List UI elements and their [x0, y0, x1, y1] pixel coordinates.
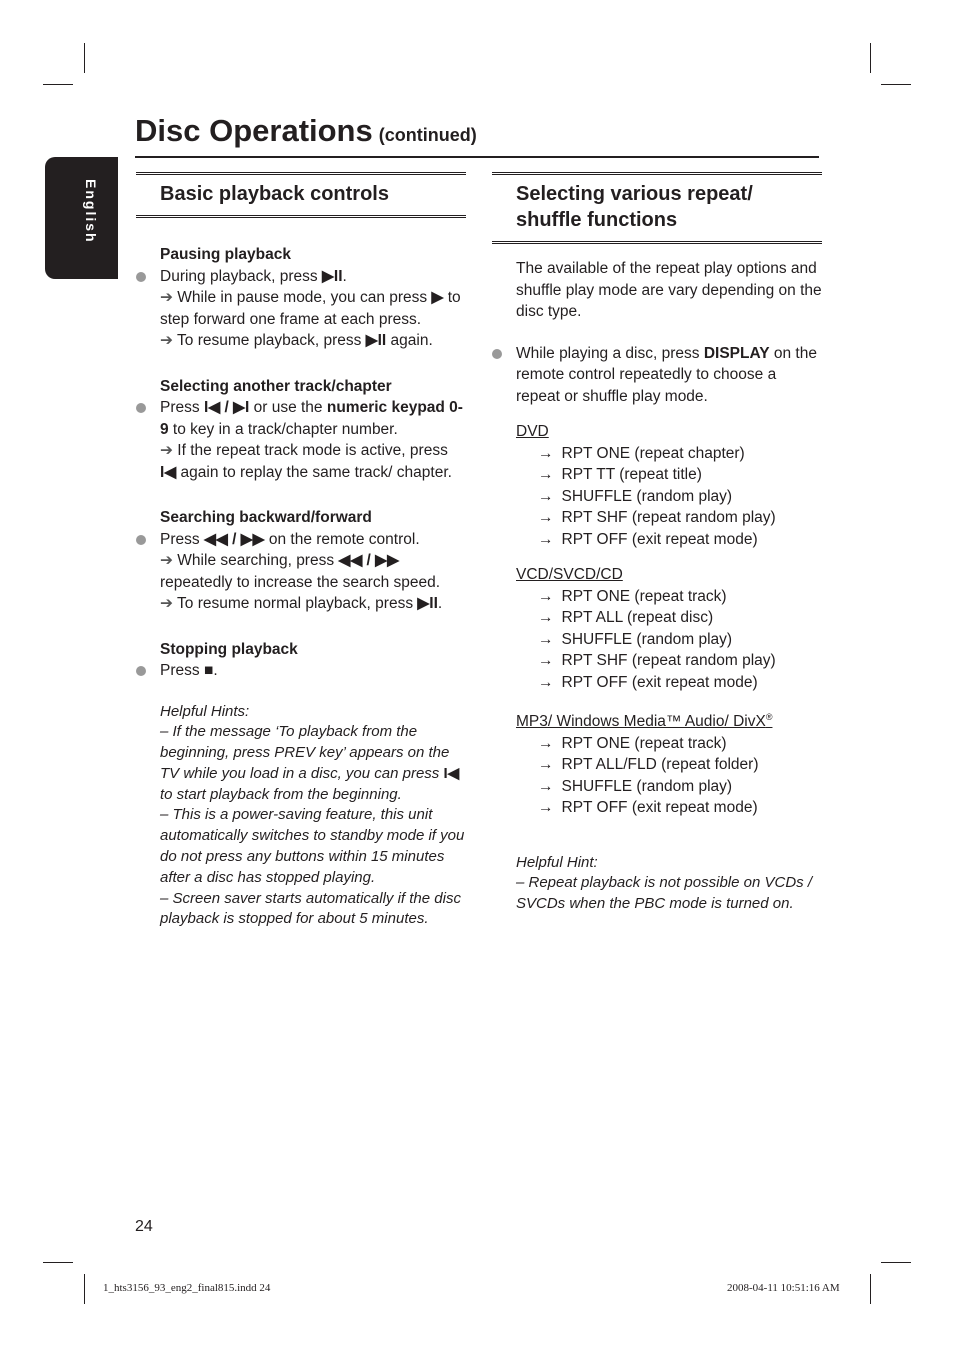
option-item	[492, 650, 822, 672]
text	[516, 713, 772, 730]
text: to start playback from the beginning.	[160, 785, 402, 803]
hint-item	[160, 722, 466, 805]
subheading-pausing: Pausing playback	[160, 246, 291, 263]
arrow-icon: ➔	[160, 332, 173, 349]
hint-item: – Screen saver starts automatically if the disc playback is stopped for about 5 minutes.	[160, 889, 461, 928]
text: again.	[386, 332, 433, 349]
option-text: SHUFFLE (random play)	[561, 630, 733, 648]
list-item	[136, 550, 466, 593]
option-item	[492, 797, 822, 819]
text: To resume normal playback, press	[173, 595, 418, 612]
prev-icon: I◀	[160, 463, 177, 481]
text: to key in a track/chapter number.	[168, 420, 398, 438]
arrow-icon: →	[538, 652, 554, 669]
text: .	[437, 595, 443, 612]
option-text: RPT SHF (repeat random play)	[561, 652, 776, 669]
text: DVD	[516, 423, 549, 440]
arrow-icon: →	[538, 587, 554, 605]
list-item	[136, 529, 466, 551]
subheading-searching: Searching backward/forward	[160, 509, 372, 526]
bullet-icon	[136, 535, 146, 545]
text: MP3/ Windows Media™ Audio/ DivX	[516, 713, 766, 731]
option-text: SHUFFLE (random play)	[561, 777, 733, 795]
option-text: RPT ONE (repeat chapter)	[561, 444, 745, 462]
text: While playing a disc, press	[516, 344, 704, 362]
subheading-stopping: Stopping playback	[160, 640, 298, 658]
text: or use the	[249, 399, 327, 416]
bullet-icon	[136, 272, 146, 282]
play-pause-icon: ▶II	[321, 267, 343, 285]
intro-paragraph: The available of the repeat play options and shuffle play mode are vary depending on the disc type.	[516, 260, 822, 320]
language-tab	[45, 157, 118, 279]
left-column	[136, 172, 466, 930]
option-text: RPT ALL/FLD (repeat folder)	[561, 756, 759, 774]
text: If the repeat track mode is active, press	[173, 442, 448, 459]
dvd-label	[492, 421, 822, 443]
crop-mark	[870, 43, 871, 73]
text: .	[342, 267, 347, 285]
vcd-label	[492, 564, 822, 586]
text: to step forward one frame at each press.	[160, 289, 461, 328]
text: While searching, press	[173, 552, 339, 569]
hint-item: – This is a power-saving feature, this unit automatically switches to standby mode if you do not press any buttons within 15 minutes after a disc has stopped playing.	[160, 806, 465, 886]
text: VCD/SVCD/CD	[516, 566, 623, 583]
crop-mark	[881, 84, 911, 85]
prev-icon: I◀	[443, 764, 460, 782]
page-title-suffix: (continued)	[378, 125, 477, 145]
language-tab-label: English	[83, 179, 99, 244]
crop-mark	[84, 1274, 85, 1304]
crop-mark	[870, 1274, 871, 1304]
option-item	[492, 507, 822, 529]
text: While in pause mode, you can press	[173, 289, 432, 306]
page-title-text: Disc Operations	[135, 113, 373, 148]
list-item	[492, 343, 822, 408]
text: During playback, press	[160, 267, 322, 285]
page-title	[135, 113, 477, 149]
option-item	[492, 733, 822, 755]
page-number: 24	[135, 1218, 153, 1235]
list-item	[136, 397, 466, 440]
crop-mark	[43, 1262, 73, 1263]
list-item	[136, 330, 466, 352]
arrow-icon: →	[538, 530, 554, 548]
arrow-icon: →	[538, 673, 554, 691]
option-item	[492, 672, 822, 694]
option-text: RPT ONE (repeat track)	[561, 734, 727, 752]
bullet-icon	[492, 349, 502, 359]
hints-title: Helpful Hints:	[160, 702, 250, 720]
text: – If the message ‘To playback from the beginning, press PREV key’ appears on the TV while you load in a disc, you can press	[160, 723, 450, 782]
list-item	[136, 593, 466, 615]
option-item	[492, 776, 822, 798]
stop-icon: ■	[203, 662, 214, 679]
option-text: RPT ALL (repeat disc)	[561, 609, 714, 626]
arrow-icon: →	[538, 466, 554, 483]
crop-mark	[84, 43, 85, 73]
arrow-icon: →	[538, 799, 554, 817]
option-item	[492, 529, 822, 551]
helpful-hints	[136, 702, 466, 931]
arrow-icon: ➔	[160, 595, 173, 612]
hint-title: Helpful Hint:	[516, 853, 598, 871]
arrow-icon: ➔	[160, 442, 173, 459]
bullet-icon	[136, 403, 146, 413]
text: on the remote control repeatedly to choose a repeat or shuffle play mode.	[516, 344, 817, 405]
arrow-icon: →	[538, 444, 554, 462]
prev-next-icon: I◀ / ▶I	[203, 399, 250, 416]
text: again to replay the same track/ chapter.	[176, 463, 452, 481]
footer-file: 1_hts3156_93_eng2_final815.indd 24	[103, 1282, 271, 1294]
rewind-forward-icon: ◀◀ / ▶▶	[203, 530, 265, 548]
option-item	[492, 754, 822, 776]
right-column	[492, 172, 822, 915]
helpful-hint	[492, 853, 822, 915]
section-heading: Basic playback controls	[136, 172, 466, 218]
option-item	[492, 486, 822, 508]
play-icon: ▶	[431, 289, 444, 306]
rewind-forward-icon: ◀◀ / ▶▶	[338, 552, 400, 569]
text: Press	[160, 530, 204, 548]
option-text: RPT SHF (repeat random play)	[561, 509, 776, 526]
text: on the remote control.	[264, 530, 420, 548]
arrow-icon: →	[538, 609, 554, 626]
arrow-icon: →	[538, 630, 554, 648]
text: Press	[160, 399, 204, 416]
list-item	[136, 266, 466, 288]
arrow-icon: →	[538, 756, 554, 774]
option-text: RPT ONE (repeat track)	[561, 587, 727, 605]
hint-item: – Repeat playback is not possible on VCDs / SVCDs when the PBC mode is turned on.	[516, 874, 812, 913]
dvd-options	[492, 443, 822, 551]
vcd-options	[492, 586, 822, 694]
list-item	[136, 440, 466, 483]
title-rule	[135, 156, 819, 158]
crop-mark	[43, 84, 73, 85]
option-text: RPT TT (repeat title)	[561, 466, 702, 483]
option-text: SHUFFLE (random play)	[561, 487, 733, 505]
arrow-icon: ➔	[160, 552, 173, 569]
option-item	[492, 607, 822, 629]
mp3-options	[492, 733, 822, 819]
list-item	[136, 287, 466, 330]
text: Press	[160, 662, 204, 679]
arrow-icon: ➔	[160, 289, 173, 306]
play-pause-icon: ▶II	[417, 595, 438, 612]
section-heading: Selecting various repeat/ shuffle functions	[492, 172, 822, 244]
mp3-label	[492, 707, 822, 733]
bold-text: DISPLAY	[703, 344, 770, 362]
option-text: RPT OFF (exit repeat mode)	[561, 673, 758, 691]
option-item	[492, 443, 822, 465]
bold-text: numeric keypad 0-9	[160, 399, 463, 438]
play-pause-icon: ▶II	[365, 332, 387, 349]
subheading-selecting: Selecting another track/chapter	[160, 377, 392, 395]
arrow-icon: →	[538, 487, 554, 505]
arrow-icon: →	[538, 509, 554, 526]
option-text: RPT OFF (exit repeat mode)	[561, 530, 758, 548]
text: To resume playback, press	[173, 332, 366, 349]
option-item	[492, 629, 822, 651]
crop-mark	[881, 1262, 911, 1263]
option-item	[492, 464, 822, 486]
footer-timestamp: 2008-04-11 10:51:16 AM	[727, 1282, 840, 1294]
option-item	[492, 586, 822, 608]
arrow-icon: →	[538, 734, 554, 752]
bullet-icon	[136, 666, 146, 676]
option-text: RPT OFF (exit repeat mode)	[561, 799, 758, 817]
list-item	[136, 660, 466, 682]
arrow-icon: →	[538, 777, 554, 795]
registered-mark: ®	[765, 712, 773, 722]
text: .	[213, 662, 218, 679]
text: repeatedly to increase the search speed.	[160, 573, 441, 591]
